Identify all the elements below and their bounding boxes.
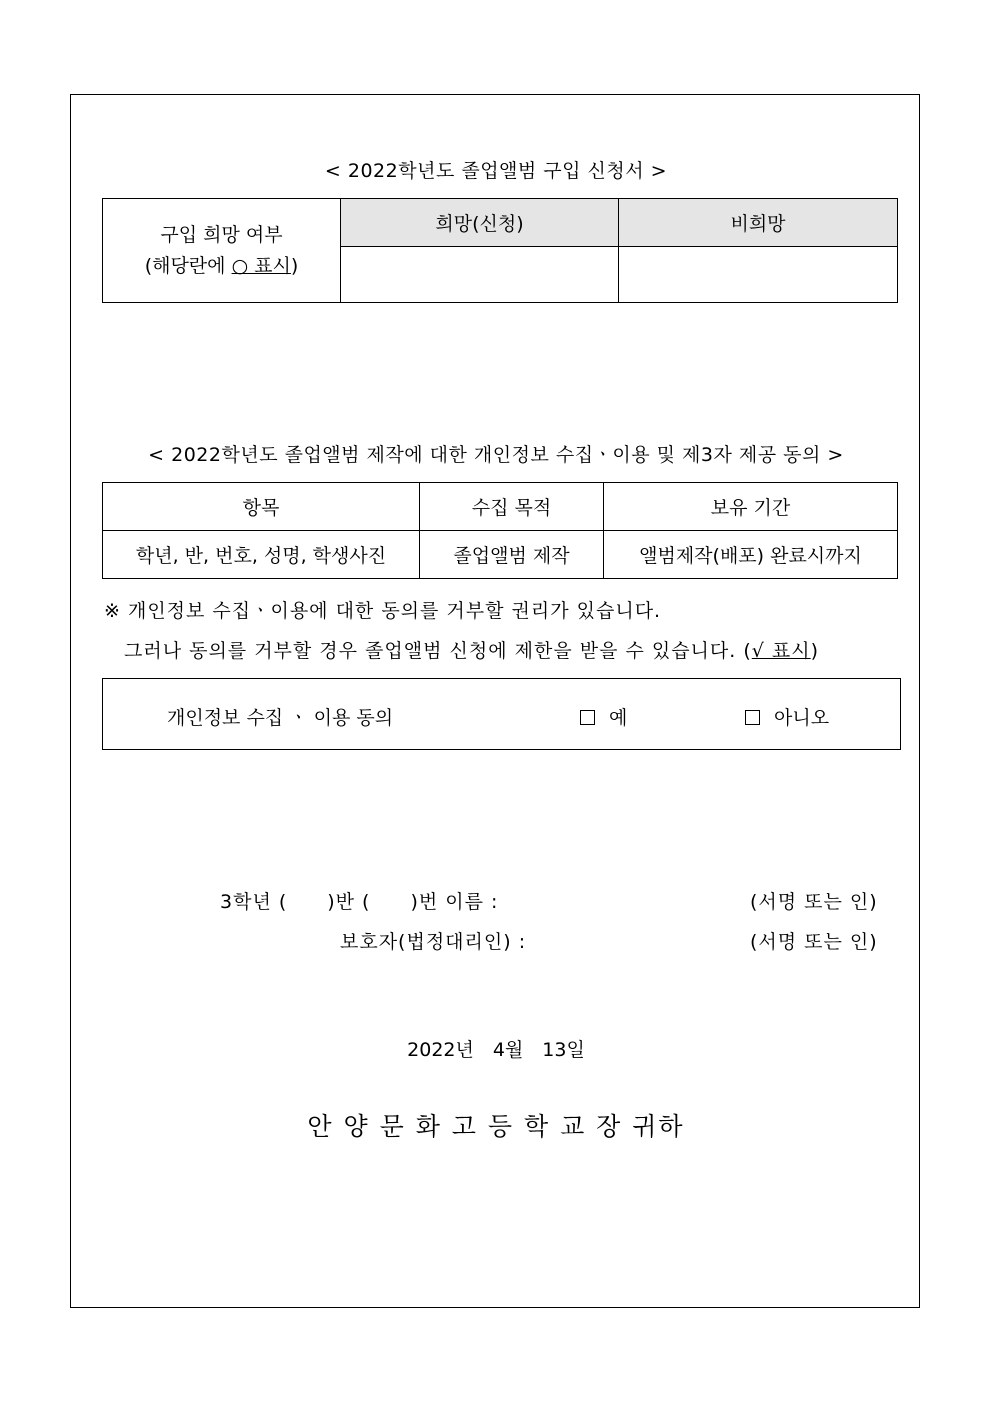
student-sign-note: (서명 또는 인) bbox=[750, 891, 878, 913]
purchase-row-label-line2: (해당란에 ○ 표시) bbox=[144, 254, 299, 277]
consent-box bbox=[102, 678, 901, 750]
consent-yes-option[interactable]: 예 bbox=[580, 703, 627, 730]
purchase-title: < 2022학년도 졸업앨범 구입 신청서 > bbox=[324, 160, 668, 182]
application-date: 2022년 4월 13일 bbox=[407, 1039, 585, 1061]
privacy-title: < 2022학년도 졸업앨범 제작에 대한 개인정보 수집ㆍ이용 및 제3자 제공 동의 > bbox=[148, 444, 844, 466]
purchase-row-label-line1: 구입 희망 여부 bbox=[160, 223, 283, 246]
no-hope-header: 비희망 bbox=[619, 199, 898, 247]
privacy-notice-1: ※ 개인정보 수집ㆍ이용에 대한 동의를 거부할 권리가 있습니다. bbox=[104, 600, 662, 622]
no-hope-mark-cell[interactable] bbox=[619, 247, 898, 303]
privacy-notice-2: 그러나 동의를 거부할 경우 졸업앨범 신청에 제한을 받을 수 있습니다. (√ 표시) bbox=[124, 640, 820, 662]
purchase-table bbox=[102, 198, 898, 303]
privacy-cell-purpose: 졸업앨범 제작 bbox=[420, 531, 604, 579]
privacy-header-purpose: 수집 목적 bbox=[420, 483, 604, 531]
consent-no-option[interactable]: 아니오 bbox=[745, 703, 829, 730]
consent-label: 개인정보 수집 ㆍ 이용 동의 bbox=[167, 707, 394, 729]
privacy-cell-item: 학년, 반, 번호, 성명, 학생사진 bbox=[103, 531, 420, 579]
privacy-cell-period: 앨범제작(배포) 완료시까지 bbox=[604, 531, 898, 579]
privacy-header-item: 항목 bbox=[103, 483, 420, 531]
hope-mark-cell[interactable] bbox=[341, 247, 619, 303]
yes-checkbox[interactable] bbox=[580, 710, 595, 725]
privacy-header-period: 보유 기간 bbox=[604, 483, 898, 531]
student-line: 3학년 ( )반 ( )번 이름 : bbox=[220, 891, 499, 913]
privacy-table bbox=[102, 482, 898, 579]
guardian-sign-note: (서명 또는 인) bbox=[750, 931, 878, 953]
recipient-line: 안 양 문 화 고 등 학 교 장 귀하 bbox=[307, 1112, 685, 1141]
purchase-row-label bbox=[103, 199, 341, 303]
guardian-line: 보호자(법정대리인) : bbox=[340, 931, 527, 953]
hope-header: 희망(신청) bbox=[341, 199, 619, 247]
no-checkbox[interactable] bbox=[745, 710, 760, 725]
